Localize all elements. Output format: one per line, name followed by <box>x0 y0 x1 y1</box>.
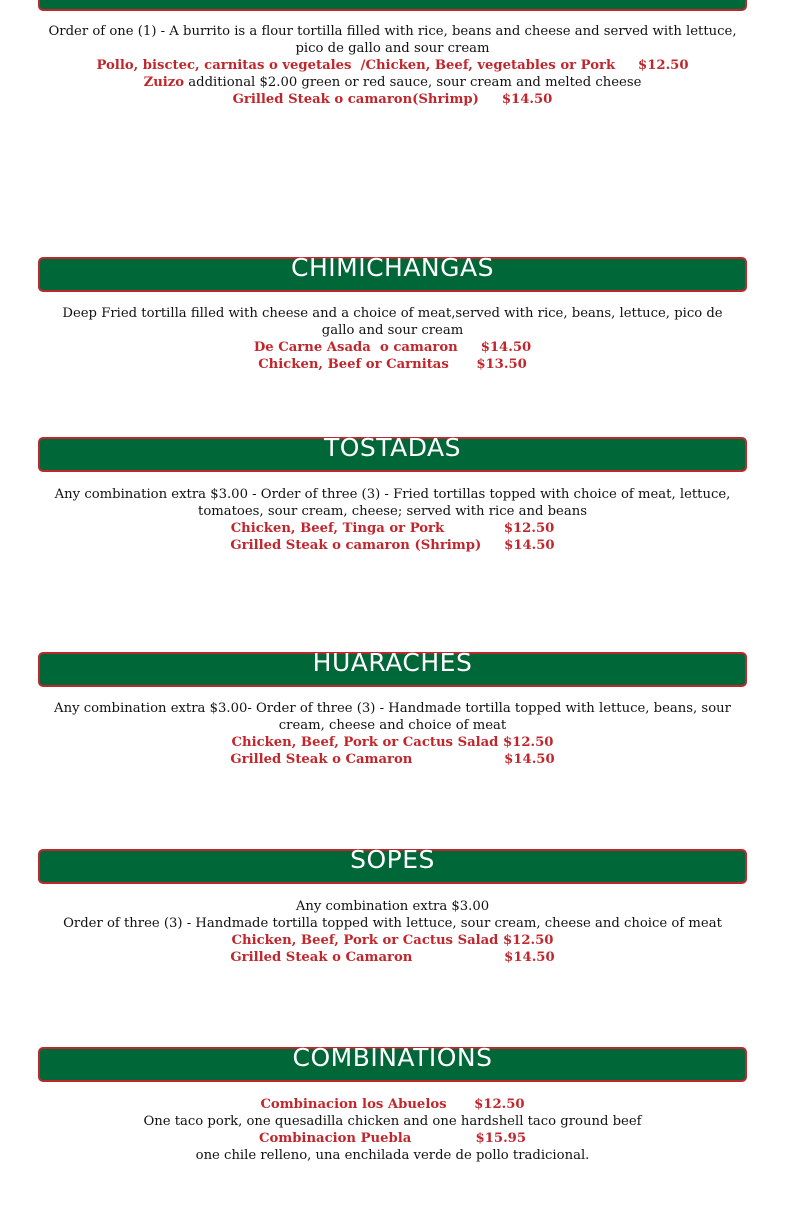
burritos-item-2: Grilled Steak o camaron(Shrimp) $14.50 <box>232 92 553 107</box>
tostadas-banner <box>38 433 747 472</box>
tostadas-title: TOSTADAS <box>323 433 462 462</box>
sopes-banner <box>38 845 747 884</box>
combination-item-1: Combinacion los Abuelos $12.50 <box>260 1097 525 1112</box>
sopes-item-2: Grilled Steak o Camaron $14.50 <box>230 950 555 965</box>
huaraches-title: HUARACHES <box>312 648 473 677</box>
combinations-section <box>45 1096 740 1164</box>
huaraches-section <box>45 700 740 768</box>
chimichangas-banner <box>38 253 747 292</box>
tostadas-item-1: Chicken, Beef, Tinga or Pork $12.50 <box>230 521 555 536</box>
huaraches-description: Any combination extra $3.00- Order of three (3) - Handmade tortilla topped with lettuce, beans, sour cream, cheese and choice of meat <box>54 701 731 733</box>
tostadas-section <box>45 486 740 554</box>
combinations-banner <box>38 1043 747 1082</box>
huaraches-banner <box>38 648 747 687</box>
burritos-banner <box>38 0 747 11</box>
huaraches-item-1: Chicken, Beef, Pork or Cactus Salad $12.50 <box>231 735 554 750</box>
tostadas-item-2: Grilled Steak o camaron (Shrimp) $14.50 <box>230 538 555 553</box>
sopes-line-2: Order of three (3) - Handmade tortilla topped with lettuce, sour cream, cheese and choice of meat <box>63 916 722 931</box>
burritos-section <box>45 23 740 108</box>
chimichangas-section <box>45 305 740 373</box>
burritos-zuizo-line <box>45 74 740 91</box>
burritos-item-1: Pollo, bisctec, carnitas o vegetales /Chicken, Beef, vegetables or Pork $12.50 <box>96 58 689 73</box>
zuizo-text: additional $2.00 green or red sauce, sour cream and melted cheese <box>184 75 642 90</box>
sopes-title: SOPES <box>350 845 435 874</box>
combination-item-2-description: one chile relleno, una enchilada verde de pollo tradicional. <box>195 1148 590 1163</box>
sopes-item-1: Chicken, Beef, Pork or Cactus Salad $12.50 <box>231 933 554 948</box>
combination-item-2: Combinacion Puebla $15.95 <box>258 1131 527 1146</box>
chimichangas-title: CHIMICHANGAS <box>291 253 494 282</box>
sopes-section <box>45 898 740 966</box>
tostadas-description: Any combination extra $3.00 - Order of three (3) - Fried tortillas topped with choice of meat, lettuce, tomatoes, sour cream, cheese; served with rice and beans <box>54 487 731 519</box>
burritos-description: Order of one (1) - A burrito is a flour tortilla filled with rice, beans and cheese and served with lettuce, pico de gallo and sour cream <box>48 24 737 56</box>
zuizo-label: Zuizo <box>143 75 185 90</box>
huaraches-item-2: Grilled Steak o Camaron $14.50 <box>230 752 555 767</box>
combination-item-1-description: One taco pork, one quesadilla chicken and one hardshell taco ground beef <box>143 1114 642 1129</box>
chimichangas-item-1: De Carne Asada o camaron $14.50 <box>253 340 532 355</box>
chimichangas-item-2: Chicken, Beef or Carnitas $13.50 <box>258 357 527 372</box>
sopes-line-1: Any combination extra $3.00 <box>295 899 490 914</box>
chimichangas-description: Deep Fried tortilla filled with cheese and a choice of meat,served with rice, beans, lettuce, pico de gallo and sour cream <box>62 306 723 338</box>
combinations-title: COMBINATIONS <box>292 1043 493 1072</box>
